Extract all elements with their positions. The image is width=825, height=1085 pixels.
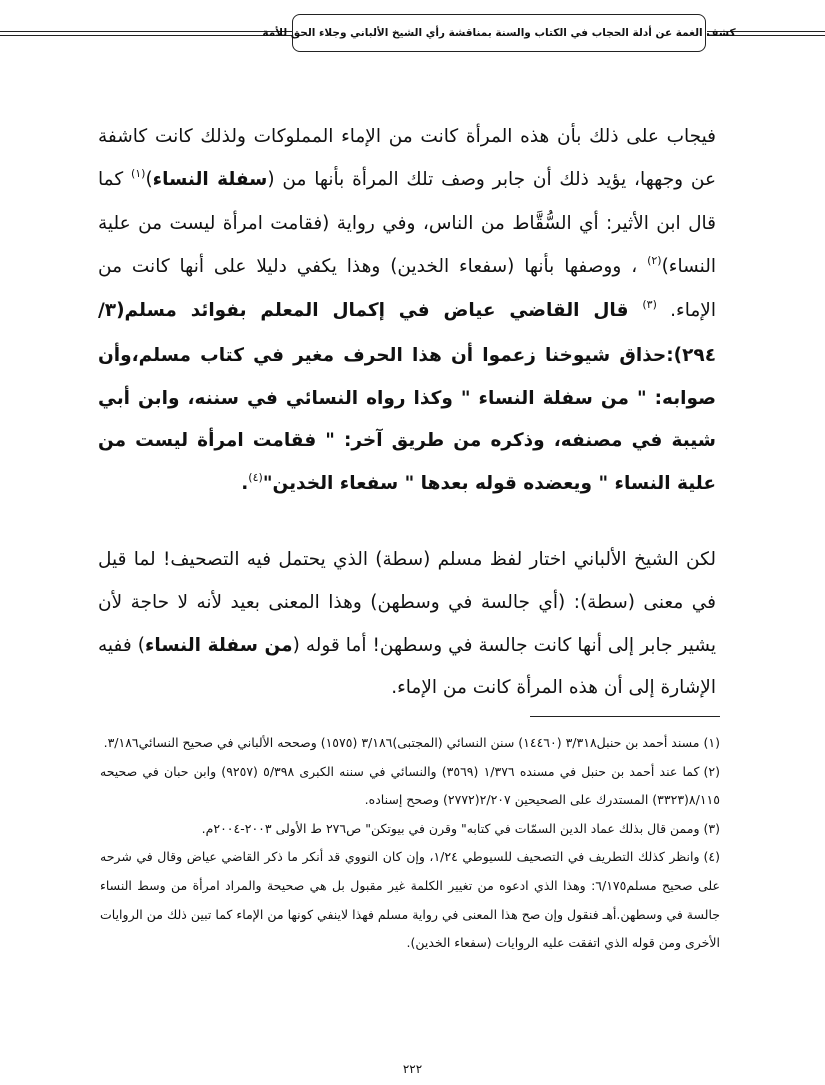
footnote-3 [100,815,720,844]
header-rule-left-bottom [0,35,300,36]
running-header [262,14,736,52]
footnote-2-text: كما عند أحمد بن حنبل في مسنده ١/٣٧٦ (٣٥٦٩) والنسائي في سننه الكبرى ٥/٣٩٨ (٩٢٥٧) وابن حبان في صحيحه ٨/١١٥(٣٣٢٣) المستدرك على الصحيحين ٢/٢٠٧(٢٧٧٢) وصحح إسناده. [100,763,720,808]
footnote-ref-4[interactable]: (٤) [248,470,263,484]
footnote-4 [100,843,720,957]
paragraph-2-text-a: لكن الشيخ الألباني اختار لفظ مسلم (سطة) الذي يحتمل فيه التصحيف! لما قيل في معنى (سطة): (أي جالسة في وسطهن) وهذا المعنى بعيد لأنه لا حاجة لأن يشير جابر إلى أنها كانت جالسة في وسطهن! أما قوله ( [98,549,716,656]
paragraph-1-text-c: كما قال ابن الأثير: أي السُّقَّاط من الناس، وفي رواية (فقامت امرأة ليست من علية النساء) [98,168,716,277]
footnote-3-number: (٣) [703,820,720,836]
footnote-4-number: (٤) [703,849,720,865]
footnotes [100,729,720,958]
footnote-ref-2[interactable]: (٢) [647,253,662,267]
paragraph-2 [98,539,716,709]
footnote-ref-1[interactable]: (١) [130,166,146,180]
paragraph-1 [98,116,716,507]
footnote-3-text: وممن قال بذلك عماد الدين السمّات في كتابه" وقرن في بيوتكن" ص٢٧٦ ط الأولى ٢٠٠٣-٢٠٠٤م. [201,820,700,836]
paragraph-1-text-d: ، ووصفها بأنها (سفعاء الخدين) وهذا يكفي دليلا على أنها كانت من الإماء. [98,255,716,322]
page-number: ٢٢٢ [402,1062,423,1076]
paragraph-1-quote: قال القاضي عياض في إكمال المعلم بفوائد مسلم(٣/ ٢٩٤):حذاق شيوخنا زعموا أن هذا الحرف مغير في كتاب مسلم،وأن صوابه: " من سفلة النساء " وكذا رواه النسائي في سننه، وابن أبي شيبة في مصنفه، وذكره من طريق آخر: " فقامت امرأة ليست من علية النساء " ويعضده قوله بعدها " سفعاء الخدين" [98,300,716,494]
footnote-4-text: وانظر كذلك التطريف في التصحيف للسيوطي ١/٢٤، وإن كان النووي قد أنكر ما ذكر القاضي عياض وقال في شرحه على صحيح مسلم٦/١٧٥: وهذا الذي ادعوه من تغيير الكلمة غير مقبول بل هي صحيحة والمراد امرأة من وسط النساء جالسة في وسطهن.أهـ فنقول وإن صح هذا المعنى في رواية مسلم فهذا لاينفي كونها من الإماء كما تبين ذلك من الروايات الأخرى ومن قوله الذي اتفقت عليه الروايات (سفعاء الخدين). [100,849,720,951]
paragraph-2-bold-a: من سفلة النساء [144,634,293,656]
footnote-separator [530,716,720,717]
paragraph-1-text-a: فيجاب على ذلك بأن هذه المرأة كانت من الإماء المملوكات ولذلك كانت كاشفة عن وجهها، يؤيد ذلك أن جابر وصف تلك المرأة بأنها من ( [98,126,716,190]
paragraph-1-text-b: ) [145,168,153,190]
footnote-2-number: (٢) [703,763,720,779]
footnote-1-number: (١) [703,735,720,750]
paragraph-1-bold-a: سفلة النساء [152,168,268,190]
header-rule-left-top [0,31,300,32]
footnote-1 [100,729,720,758]
paragraph-1-end: . [241,472,249,494]
footnote-1-text: مسند أحمد بن حنبل٣/٣١٨ (١٤٤٦٠) سنن النسائي (المجتبى)٣/١٨٦ (١٥٧٥) وصححه الألباني في صحيح النسائي٣/١٨٦. [103,735,700,750]
footnote-ref-3[interactable]: (٣) [642,298,657,312]
footnote-2 [100,758,720,815]
main-text [98,116,716,710]
paragraph-2-text-b: ) ففيه الإشارة إلى أن هذه المرأة كانت من الإماء. [98,634,716,699]
book-title: كشف الغمة عن أدلة الحجاب في الكتاب والسنة بمناقشة رأي الشيخ الألباني وجلاء الحق للأمة [262,27,736,39]
